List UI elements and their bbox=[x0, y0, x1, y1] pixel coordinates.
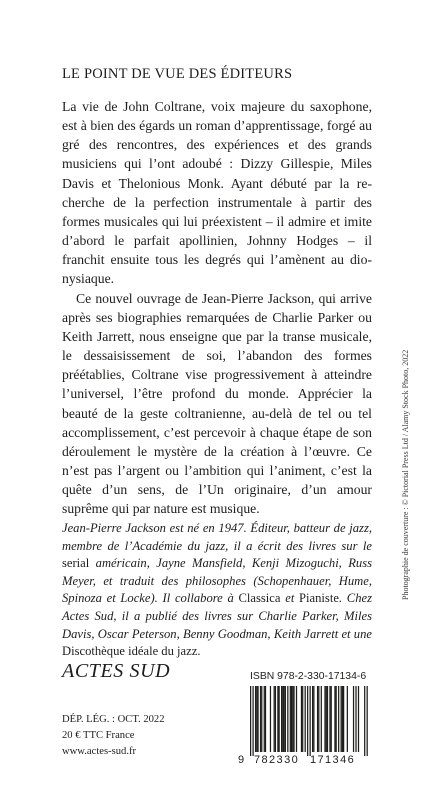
barcode-bar bbox=[358, 686, 359, 752]
barcode-bar bbox=[255, 686, 256, 752]
blurb-paragraph-1: La vie de John Coltrane, voix majeure du saxophone, est à bien des égards un roman d’apprentissage, forgé au gré des rencontres, des expériences et des grands musiciens qui l’ont adoubé : Dizzy Gillespie, Miles Davis et Thelonious Monk. Ayant débuté par la recherche de la perfection instrumentale à partir des formes musicales qui lui préexistent – il admire et imite d’abord le parfait apollinien, Johnny Hodges – il franchit ensuite tous les degrés qui l’amènent au dionysiaque. bbox=[62, 99, 372, 287]
legal-info bbox=[62, 712, 165, 760]
barcode-bar bbox=[264, 686, 265, 752]
bio-text: . bbox=[197, 644, 201, 659]
bio-text: Jean-Pierre Jackson est né en 1947. Éditeur, batteur de jazz, membre de l’Académie du jazz, il a écrit des livres sur le bbox=[62, 521, 372, 553]
bio-classica: Classica bbox=[238, 591, 281, 606]
barcode-bar bbox=[265, 686, 266, 752]
barcode bbox=[238, 686, 372, 778]
barcode-bar bbox=[327, 686, 328, 752]
barcode-bar bbox=[307, 686, 308, 756]
bio-serial: serial bbox=[62, 556, 90, 571]
barcode-bar bbox=[355, 686, 356, 752]
barcode-bar bbox=[302, 686, 303, 752]
barcode-bar bbox=[256, 686, 257, 752]
barcode-bar bbox=[313, 686, 314, 752]
barcode-bar bbox=[285, 686, 286, 752]
isbn-number: ISBN 978-2-330-17134-6 bbox=[250, 671, 367, 682]
barcode-bar bbox=[292, 686, 293, 752]
barcode-bar bbox=[252, 686, 253, 756]
barcode-bars bbox=[238, 686, 372, 756]
barcode-bar bbox=[305, 686, 306, 752]
bio-pianiste: Pianiste bbox=[299, 591, 339, 606]
barcode-digit-first: 9 bbox=[238, 754, 245, 766]
barcode-bar bbox=[282, 686, 283, 752]
barcode-bar bbox=[342, 686, 343, 752]
barcode-bar bbox=[347, 686, 348, 752]
barcode-bar bbox=[283, 686, 284, 752]
barcode-bar bbox=[301, 686, 302, 752]
barcode-bar bbox=[317, 686, 318, 752]
barcode-bar bbox=[281, 686, 282, 752]
blurb bbox=[62, 97, 372, 518]
barcode-bar bbox=[324, 686, 325, 752]
barcode-bar bbox=[338, 686, 339, 752]
barcode-bar bbox=[274, 686, 275, 752]
legal-deposit: DÉP. LÉG. : OCT. 2022 bbox=[62, 714, 165, 725]
barcode-bar bbox=[334, 686, 335, 752]
publisher-logo: ACTES SUD bbox=[62, 660, 171, 682]
barcode-bar bbox=[279, 686, 280, 752]
barcode-bar bbox=[364, 686, 365, 756]
barcode-digit-group-2: 171346 bbox=[310, 754, 356, 766]
barcode-bar bbox=[257, 686, 258, 752]
barcode-bar bbox=[326, 686, 327, 752]
barcode-bar bbox=[277, 686, 278, 752]
bio-text: . Chez Actes Sud, il a publié des livres sur Charlie Parker, Miles Davis, Oscar Peterson, Benny Goodman, Keith Jarrett et une bbox=[62, 591, 372, 641]
barcode-bar bbox=[261, 686, 262, 752]
bio-text: américain, Jayne Mansfield, Kenji Mizoguchi, Russ Meyer, et traduit des philosophes (Schopenhauer, Hume, Spinoza et Locke). Il collabore à bbox=[62, 556, 372, 606]
photo-credit: Photographie de couverture : © Pictorial Press Ltd / Alamy Stock Photo, 2022 bbox=[401, 349, 410, 600]
barcode-bar bbox=[270, 686, 271, 752]
barcode-bar bbox=[293, 686, 294, 752]
section-heading: LE POINT DE VUE DES ÉDITEURS bbox=[62, 66, 293, 82]
barcode-bar bbox=[329, 686, 330, 752]
barcode-bar bbox=[353, 686, 354, 752]
barcode-bar bbox=[318, 686, 319, 752]
bio-discotheque: Discothèque idéale du jazz bbox=[62, 644, 198, 659]
barcode-digit-group-1: 782330 bbox=[254, 754, 300, 766]
author-bio bbox=[62, 520, 372, 661]
barcode-bar bbox=[331, 686, 332, 752]
barcode-bar bbox=[343, 686, 344, 752]
barcode-bar bbox=[275, 686, 276, 752]
price: 20 € TTC France bbox=[62, 730, 135, 741]
barcode-bar bbox=[321, 686, 322, 752]
bio-text: et bbox=[280, 591, 300, 606]
barcode-bar bbox=[296, 686, 297, 752]
blurb-paragraph-2: Ce nouvel ouvrage de Jean-Pierre Jackson, qui arrive après ses biographies remarquées de Charlie Parker ou Keith Jarrett, nous enseigne que par la transe musicale, le dessaisissement de soi, l’abandon des formes préétablies, Coltrane vise progressivement à atteindre l’universel, l’être profond du monde. Apprécier la beauté de la geste coltranienne, au-delà de tel ou tel accomplissement, c’est percevoir à chaque étape de son déroulement le mystère de la création à l’œuvre. Ce n’est pas l’argent ou l’ambition qui l’animent, c’est la quête d’un sens, de l’Un originaire, d’un amour suprême qui par nature est musique. bbox=[62, 290, 372, 517]
barcode-bar bbox=[310, 686, 311, 756]
barcode-bar bbox=[250, 686, 251, 756]
barcode-bar bbox=[312, 686, 313, 752]
barcode-bar bbox=[367, 686, 368, 756]
barcode-bar bbox=[290, 686, 291, 752]
website-link: www.actes-sud.fr bbox=[62, 746, 137, 757]
barcode-bar bbox=[291, 686, 292, 752]
barcode-bar bbox=[287, 686, 288, 752]
barcode-bar bbox=[336, 686, 337, 752]
barcode-bar bbox=[260, 686, 261, 752]
barcode-bar bbox=[341, 686, 342, 752]
